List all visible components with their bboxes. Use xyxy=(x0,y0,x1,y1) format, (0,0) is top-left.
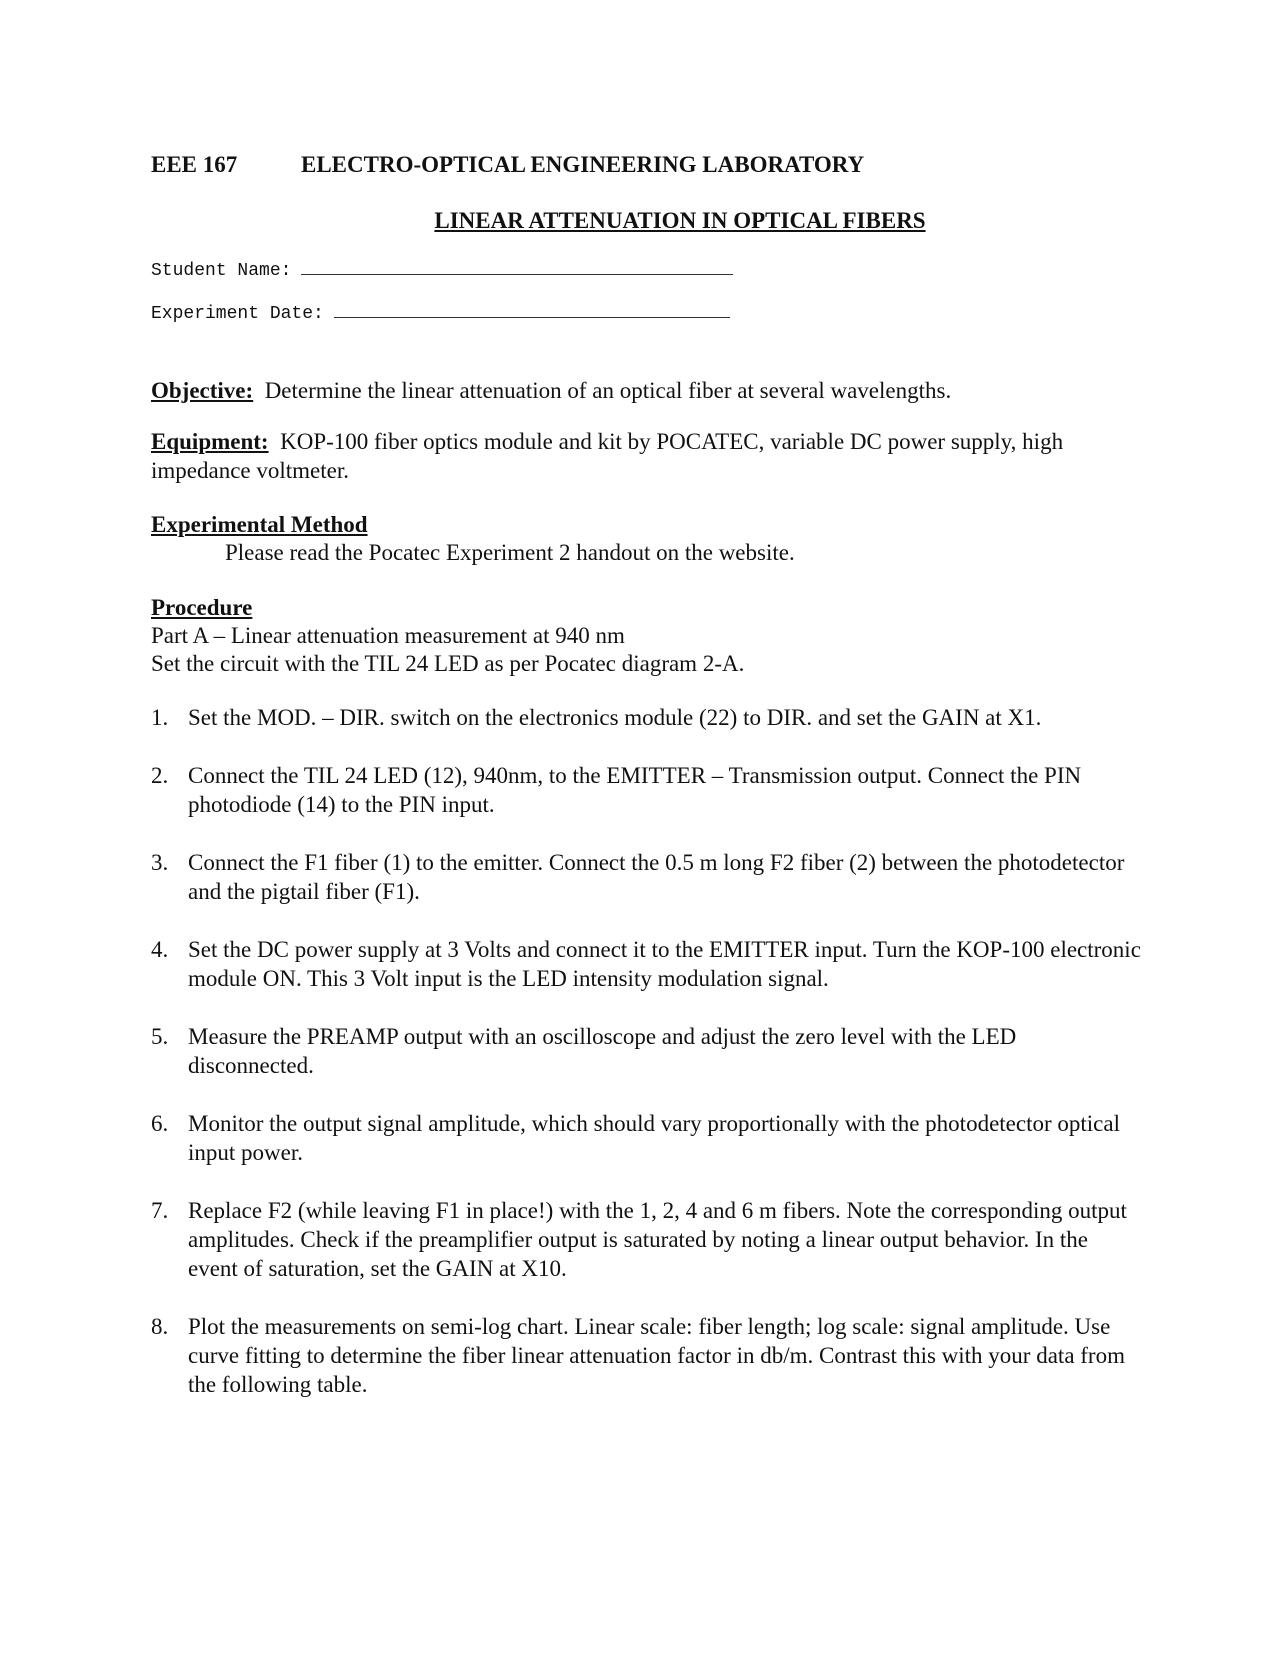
procedure-step xyxy=(151,848,1141,906)
step-text: Measure the PREAMP output with an oscilloscope and adjust the zero level with the LED disconnected. xyxy=(188,1024,1017,1078)
step-text: Plot the measurements on semi-log chart. Linear scale: fiber length; log scale: signal amplitude. Use curve fitting to determine the fiber linear attenuation factor in db/m. Contrast this with your data from the following table. xyxy=(188,1314,1125,1397)
experimental-method-heading: Experimental Method xyxy=(151,512,368,537)
course-code: EEE 167 xyxy=(151,152,238,177)
equipment-label: Equipment: xyxy=(151,429,269,454)
student-name-row xyxy=(151,257,733,286)
step-number: 6. xyxy=(151,1111,169,1136)
experiment-date-label: Experiment Date: xyxy=(151,304,324,324)
procedure-step xyxy=(151,1196,1141,1283)
step-number: 3. xyxy=(151,850,169,875)
step-text: Connect the F1 fiber (1) to the emitter. Connect the 0.5 m long F2 fiber (2) between the photodetector and the pigtail fiber (F1). xyxy=(188,850,1125,904)
procedure-steps xyxy=(151,703,1141,1428)
step-text: Replace F2 (while leaving F1 in place!) with the 1, 2, 4 and 6 m fibers. Note the corresponding output amplitudes. Check if the preamplifier output is saturated by noting a linear output behavior. In the event of saturation, set the GAIN at X10. xyxy=(188,1198,1127,1281)
procedure-step xyxy=(151,1109,1141,1167)
step-number: 1. xyxy=(151,705,169,730)
equipment-text: KOP-100 fiber optics module and kit by POCATEC, variable DC power supply, high impedance voltmeter. xyxy=(151,429,1064,483)
procedure-step xyxy=(151,1312,1141,1399)
student-name-label: Student Name: xyxy=(151,261,292,281)
course-header xyxy=(151,150,864,179)
student-name-blank xyxy=(301,258,733,275)
procedure-step xyxy=(151,761,1141,819)
step-number: 7. xyxy=(151,1198,169,1223)
lab-title: ELECTRO-OPTICAL ENGINEERING LABORATORY xyxy=(301,152,865,177)
objective-section xyxy=(151,376,1151,405)
step-text: Set the MOD. – DIR. switch on the electronics module (22) to DIR. and set the GAIN at X1. xyxy=(188,705,1042,730)
experimental-method-text: Please read the Pocatec Experiment 2 handout on the website. xyxy=(225,540,795,565)
procedure-step xyxy=(151,935,1141,993)
document-page xyxy=(151,0,1151,1656)
objective-label: Objective: xyxy=(151,378,254,403)
step-text: Set the DC power supply at 3 Volts and connect it to the EMITTER input. Turn the KOP-100 electronic module ON. This 3 Volt input is the LED intensity modulation signal. xyxy=(188,937,1141,991)
part-a-heading: Part A – Linear attenuation measurement at 940 nm xyxy=(151,623,625,648)
step-text: Connect the TIL 24 LED (12), 940nm, to the EMITTER – Transmission output. Connect the PIN photodiode (14) to the PIN input. xyxy=(188,763,1082,817)
procedure-intro: Set the circuit with the TIL 24 LED as per Pocatec diagram 2-A. xyxy=(151,651,745,676)
procedure-step xyxy=(151,1022,1141,1080)
step-number: 5. xyxy=(151,1024,169,1049)
step-number: 2. xyxy=(151,763,169,788)
objective-text: Determine the linear attenuation of an optical fiber at several wavelengths. xyxy=(264,378,952,403)
step-number: 4. xyxy=(151,937,169,962)
step-text: Monitor the output signal amplitude, which should vary proportionally with the photodetector optical input power. xyxy=(188,1111,1120,1165)
equipment-section xyxy=(151,427,1141,485)
experiment-date-blank xyxy=(334,301,730,318)
experiment-title: LINEAR ATTENUATION IN OPTICAL FIBERS xyxy=(434,208,926,233)
procedure-step xyxy=(151,703,1141,732)
step-number: 8. xyxy=(151,1314,169,1339)
procedure-heading: Procedure xyxy=(151,595,253,620)
experiment-date-row xyxy=(151,300,730,329)
